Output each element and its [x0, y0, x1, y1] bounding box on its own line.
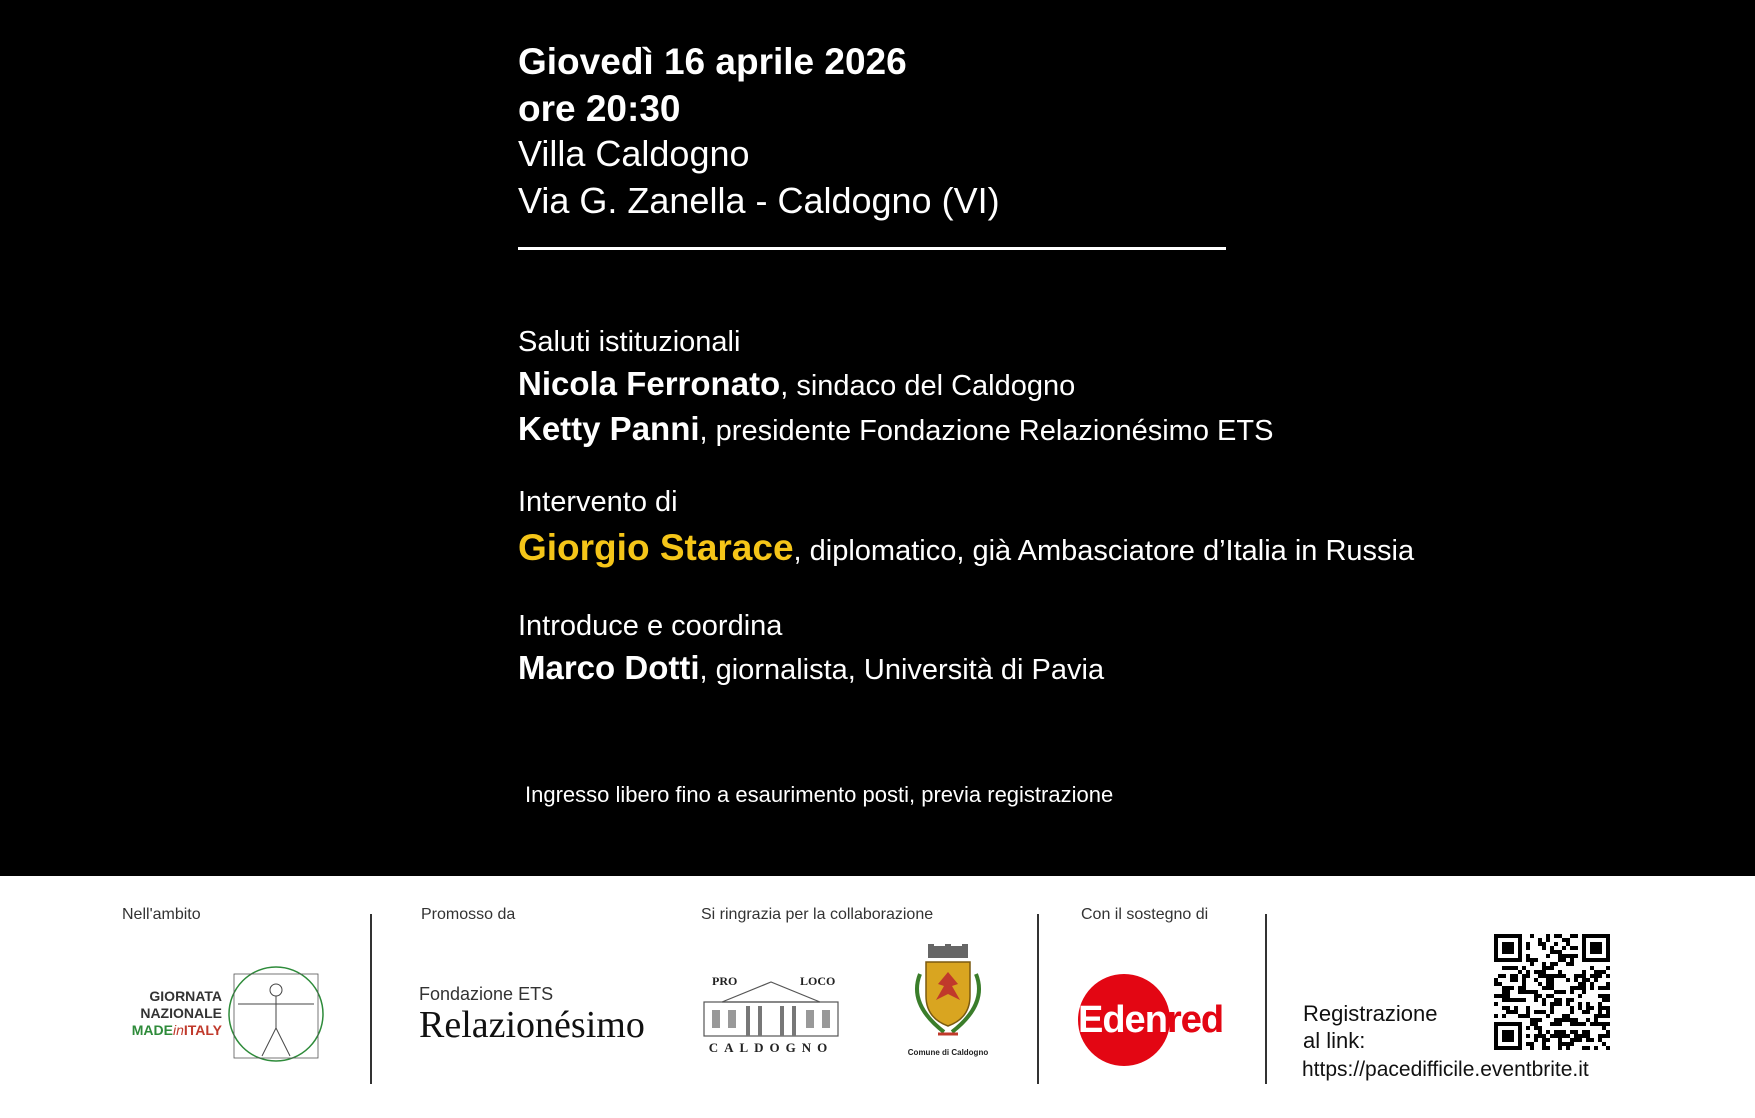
caption-promosso: Promosso da	[421, 906, 516, 923]
introduce-section	[518, 606, 1104, 690]
event-date: Giovedì 16 aprile 2026	[518, 41, 907, 82]
relazionesimo-logo	[419, 984, 645, 1047]
logo-text: GIORNATA	[149, 988, 222, 1004]
edenred-logo	[1078, 974, 1232, 1068]
speaker-name: Ketty Panni	[518, 410, 700, 447]
introduce-heading: Introduce e coordina	[518, 610, 783, 642]
registration-line: al link:	[1303, 1028, 1366, 1053]
sponsor-footer	[0, 876, 1755, 1118]
logo-text: in	[172, 1022, 184, 1038]
villa-icon	[700, 976, 842, 1040]
speaker-name-highlight: Giorgio Starace	[518, 527, 794, 568]
event-venue	[518, 130, 1000, 224]
qr-code-icon	[1494, 934, 1610, 1050]
logo-text: LOCO	[800, 974, 836, 988]
logo-text: CALDOGNO	[708, 1040, 834, 1055]
qr-code[interactable]	[1494, 934, 1610, 1055]
crest-caption: Comune di Caldogno	[907, 1048, 989, 1057]
edenred-wordmark: Edenred	[1078, 999, 1224, 1041]
caption-ringrazia: Si ringrazia per la collaborazione	[701, 906, 934, 923]
saluti-heading: Saluti istituzionali	[518, 326, 741, 358]
entry-note: Ingresso libero fino a esaurimento posti, previa registrazione	[525, 782, 1114, 807]
speaker-dotti	[518, 648, 1104, 690]
made-in-italy-logo	[126, 964, 326, 1064]
registration-link[interactable]: https://pacedifficile.eventbrite.it	[1302, 1058, 1589, 1081]
divider-line	[518, 247, 1226, 250]
logo-title: Relazionésimo	[419, 1004, 645, 1046]
event-time: ore 20:30	[518, 88, 681, 129]
logo-text: NAZIONALE	[140, 1005, 222, 1021]
divider	[370, 914, 372, 1084]
speaker-role: , diplomatico, già Ambasciatore d’Italia in Russia	[793, 535, 1415, 567]
speaker-name: Marco Dotti	[518, 649, 700, 686]
speaker-starace	[518, 528, 1414, 571]
caption-ambito: Nell'ambito	[122, 906, 201, 923]
intervento-heading: Intervento di	[518, 486, 678, 518]
logo-text: MADE	[131, 1022, 173, 1038]
intervento-section	[518, 482, 1414, 571]
logo-text: ITALY	[183, 1022, 222, 1038]
venue-address: Via G. Zanella - Caldogno (VI)	[518, 180, 1000, 221]
speaker-role: , presidente Fondazione Relazionésimo ETS	[699, 415, 1274, 447]
speaker-role: , giornalista, Università di Pavia	[699, 654, 1105, 686]
caption-sostegno: Con il sostegno di	[1081, 906, 1209, 923]
divider	[1265, 914, 1267, 1084]
venue-name: Villa Caldogno	[518, 133, 750, 174]
speaker-panni	[518, 409, 1273, 451]
event-date-time	[518, 38, 907, 132]
registration-label	[1303, 1000, 1438, 1054]
speaker-role: , sindaco del Caldogno	[780, 370, 1076, 402]
speaker-ferronato	[518, 364, 1273, 406]
divider	[1037, 914, 1039, 1084]
coat-of-arms-icon	[898, 944, 998, 1044]
registration-line: Registrazione	[1303, 1001, 1438, 1026]
logo-subtitle: Fondazione ETS	[419, 984, 554, 1004]
speaker-name: Nicola Ferronato	[518, 365, 781, 402]
comune-crest	[898, 944, 998, 1062]
proloco-logo	[700, 974, 842, 1054]
logo-text: PRO	[712, 974, 738, 988]
saluti-section	[518, 322, 1273, 451]
